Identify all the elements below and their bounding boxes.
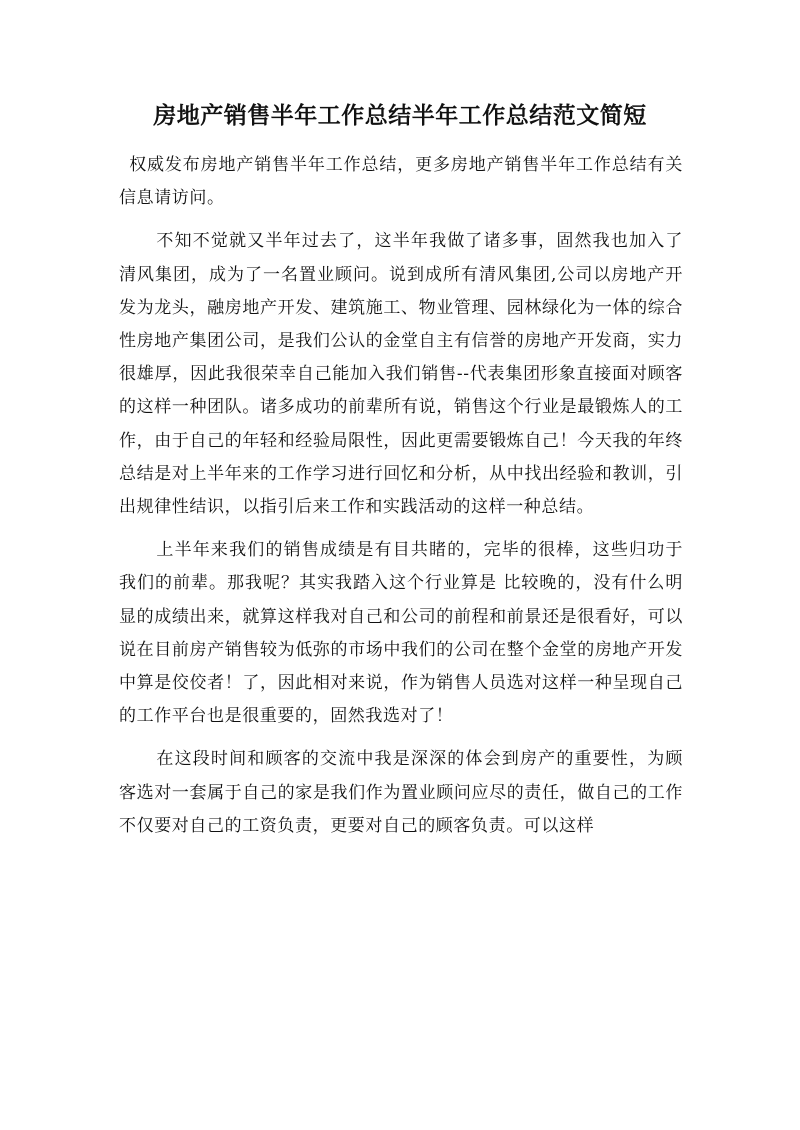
paragraph-3: 在这段时间和顾客的交流中我是深深的体会到房产的重要性，为顾客选对一套属于自己的家是我们作为置业顾问应尽的责任，做自己的工作不仅要对自己的工资负责，更要对自己的顾客负责。可以这样 <box>119 749 683 836</box>
paragraph-intro: 权威发布房地产销售半年工作总结，更多房地产销售半年工作总结有关信息请访问。 <box>119 155 683 209</box>
paragraph-2: 上半年来我们的销售成绩是有目共睹的，完毕的很棒，这些归功于我们的前辈。那我呢？其实我踏入这个行业算是 比较晚的，没有什么明显的成绩出来，就算这样我对自己和公司的前程和前景还是很看好，可以说在目前房产销售较为低弥的市场中我们的公司在整个金堂的房地产开发中算是佼佼者！了，因此相对来说，作为销售人员选对这样一种呈现自己的工作平台也是很重要的，固然我选对了！ <box>119 540 683 727</box>
document-title: 房地产销售半年工作总结半年工作总结范文简短 <box>153 102 647 129</box>
document-body <box>119 149 683 843</box>
paragraph-1: 不知不觉就又半年过去了，这半年我做了诸多事，固然我也加入了清风集团，成为了一名置业顾问。说到成所有清风集团,公司以房地产开发为龙头，融房地产开发、建筑施工、物业管理、园林绿化为一体的综合性房地产集团公司，是我们公认的金堂自主有信誉的房地产开发商，实力很雄厚，因此我很荣幸自己能加入我们销售--代表集团形象直接面对顾客的这样一种团队。诸多成功的前辈所有说，销售这个行业是最锻炼人的工作，由于自己的年轻和经验局限性，因此更需要锻炼自己！今天我的年终总结是对上半年来的工作学习进行回忆和分析，从中找出经验和教训，引出规律性结识，以指引后来工作和实践活动的这样一种总结。 <box>119 231 683 518</box>
